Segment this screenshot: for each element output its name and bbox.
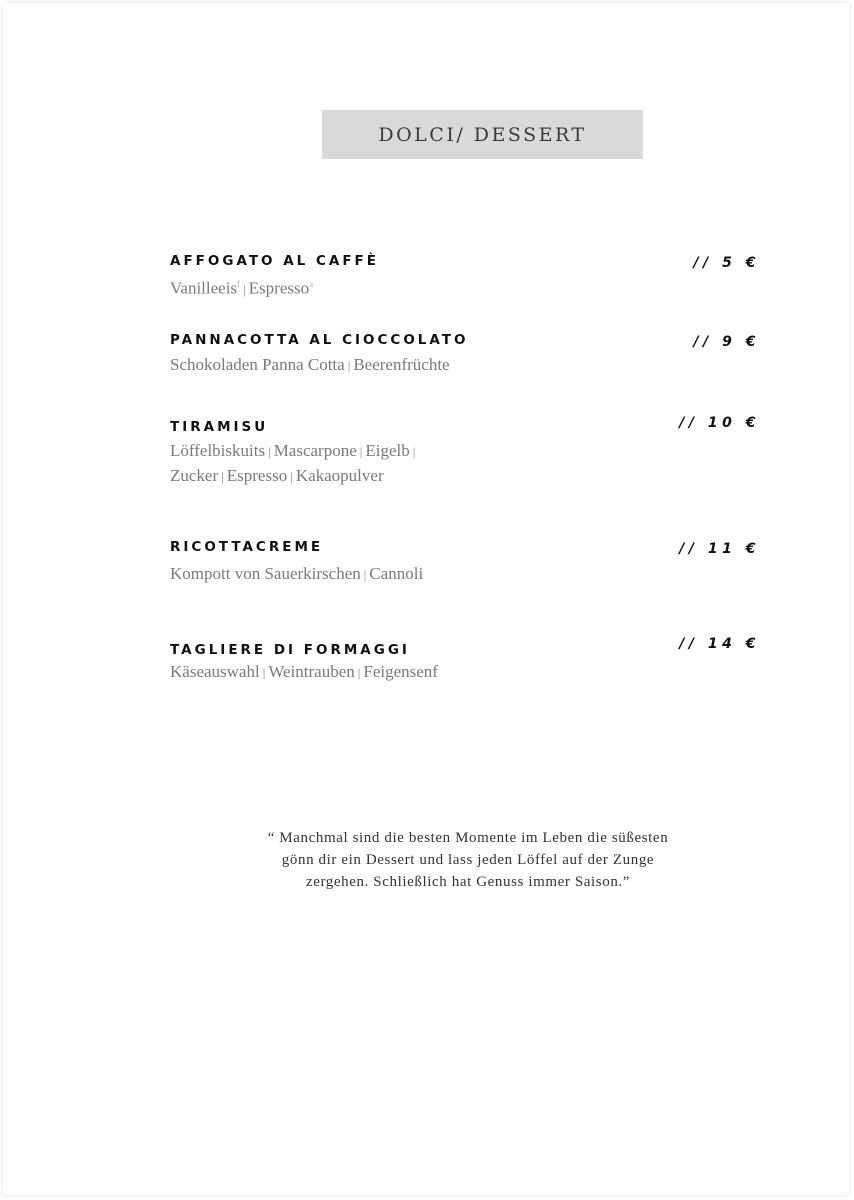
item-description-tagliere bbox=[170, 660, 438, 685]
separator: | bbox=[290, 469, 293, 484]
item-description-ricottacreme bbox=[170, 562, 423, 587]
ingredient: Weintrauben bbox=[268, 662, 355, 681]
separator: | bbox=[243, 281, 246, 297]
item-name-pannacotta: PANNACOTTA AL CIOCCOLATO bbox=[170, 332, 469, 348]
ingredient: Vanilleeis bbox=[170, 278, 238, 298]
item-price-tagliere: // 14 € bbox=[679, 636, 760, 652]
separator: | bbox=[262, 665, 266, 680]
ingredient: Mascarpone bbox=[273, 441, 357, 460]
ingredient: Eigelb bbox=[365, 441, 410, 460]
ingredient: Zucker bbox=[170, 466, 219, 485]
separator: | bbox=[412, 444, 416, 459]
item-price-pannacotta: // 9 € bbox=[693, 334, 760, 350]
item-price-tiramisu: // 10 € bbox=[679, 415, 760, 431]
item-description-pannacotta bbox=[170, 353, 450, 378]
ingredient: Espresso bbox=[248, 278, 310, 298]
section-title: DOLCI/ DESSERT bbox=[378, 123, 587, 146]
item-name-affogato: AFFOGATO AL CAFFÈ bbox=[170, 253, 380, 269]
quote-line: zergehen. Schließlich hat Genuss immer Saison.” bbox=[305, 874, 631, 890]
separator: | bbox=[357, 665, 361, 680]
item-name-ricottacreme: RICOTTACREME bbox=[170, 539, 324, 555]
item-price-ricottacreme: // 11 € bbox=[679, 541, 760, 557]
ingredient-mark: f bbox=[237, 279, 241, 289]
section-title-box bbox=[322, 110, 643, 159]
separator: | bbox=[268, 444, 271, 459]
quote-line: “ Manchmal sind die besten Momente im Leben die süßesten bbox=[267, 830, 669, 846]
menu-page bbox=[3, 3, 849, 1195]
ingredient: Espresso bbox=[226, 466, 288, 485]
item-description-tiramisu bbox=[170, 439, 418, 489]
item-price-affogato: // 5 € bbox=[693, 255, 760, 271]
separator: | bbox=[347, 358, 351, 373]
ingredient-mark: a bbox=[309, 279, 314, 289]
item-name-tiramisu: TIRAMISU bbox=[170, 419, 269, 435]
ingredient: Käseauswahl bbox=[170, 662, 260, 681]
separator: | bbox=[221, 469, 224, 484]
ingredient: Beerenfrüchte bbox=[353, 355, 450, 374]
separator: | bbox=[363, 567, 367, 582]
ingredient: Löffelbiskuits bbox=[170, 441, 266, 460]
ingredient: Cannoli bbox=[369, 564, 424, 583]
ingredient: Kompott von Sauerkirschen bbox=[170, 564, 361, 583]
ingredient: Feigensenf bbox=[363, 662, 438, 681]
item-name-tagliere: TAGLIERE DI FORMAGGI bbox=[170, 642, 410, 658]
item-description-affogato bbox=[170, 272, 313, 302]
separator: | bbox=[359, 444, 363, 459]
ingredient: Schokoladen Panna Cotta bbox=[170, 355, 345, 374]
ingredient: Kakaopulver bbox=[295, 466, 384, 485]
closing-quote bbox=[203, 827, 733, 893]
quote-line: gönn dir ein Dessert und lass jeden Löffel auf der Zunge bbox=[281, 852, 655, 868]
